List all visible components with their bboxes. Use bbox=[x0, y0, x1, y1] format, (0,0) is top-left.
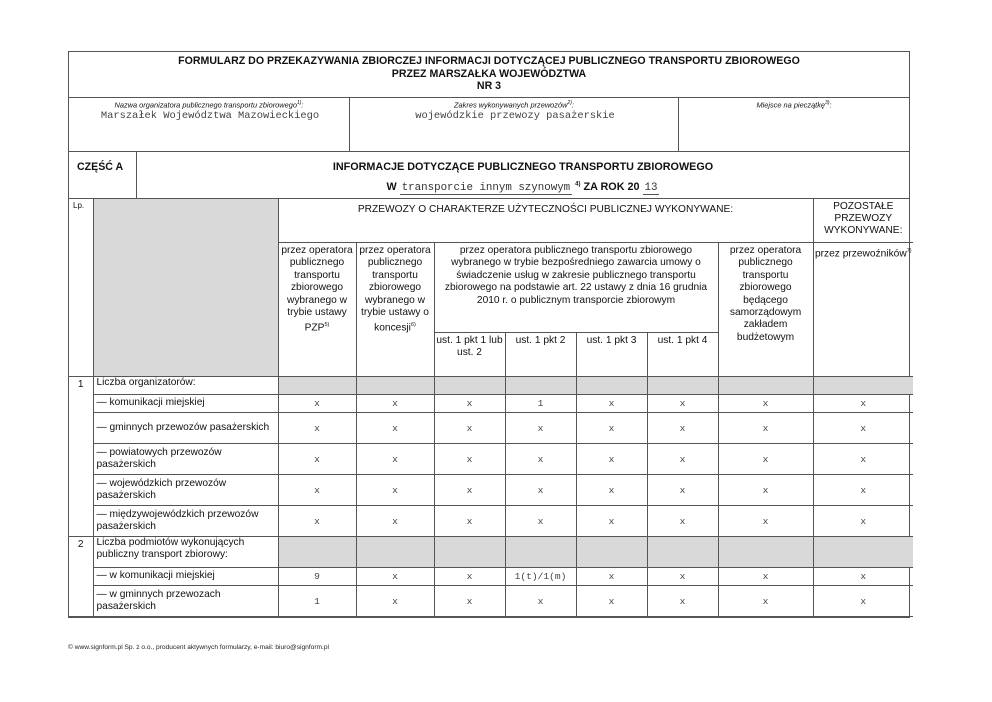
row-label: — powiatowych przewozów pasażerskich bbox=[93, 444, 278, 475]
shaded-cell bbox=[813, 377, 913, 395]
value-cell[interactable]: x bbox=[356, 475, 434, 506]
col-koncesji-header: przez operatora publicznego transportu zbiorowego wybranego w trybie ustawy o koncesji$^{6)}$ bbox=[356, 243, 434, 377]
shaded-cell bbox=[278, 377, 356, 395]
col-direct-header: przez operatora publicznego transportu zbiorowego wybranego w trybie bezpośredniego zawarcia umowy o świadczenie usług w zakresie publicznego transportu zbiorowego na podstawie art. 22 ustawy z dnia 16 grudnia 2010 r. o publicznym transporcie zbiorowym bbox=[434, 243, 718, 333]
group-public-header: PRZEWOZY O CHARAKTERZE UŻYTECZNOŚCI PUBLICZNEJ WYKONYWANE: bbox=[278, 199, 813, 243]
col-pzp-header: przez operatora publicznego transportu zbiorowego wybranego w trybie ustawy PZP$^{5)}$ bbox=[278, 243, 356, 377]
shaded-cell bbox=[576, 377, 647, 395]
value-cell[interactable]: 1 bbox=[278, 586, 356, 617]
value-cell[interactable]: x bbox=[576, 475, 647, 506]
value-cell[interactable]: x bbox=[647, 568, 718, 586]
value-cell[interactable]: x bbox=[813, 395, 913, 413]
value-cell[interactable]: x bbox=[647, 395, 718, 413]
row-label: — międzywojewódzkich przewozów pasażerskich bbox=[93, 506, 278, 537]
data-table bbox=[69, 199, 913, 618]
value-cell[interactable]: x bbox=[278, 506, 356, 537]
scope-label: Zakres wykonywanych przewozów$^{2)}$: bbox=[454, 99, 574, 109]
value-cell[interactable]: x bbox=[576, 413, 647, 444]
meta-row bbox=[69, 98, 909, 152]
value-cell[interactable]: x bbox=[356, 444, 434, 475]
value-cell[interactable]: x bbox=[505, 506, 576, 537]
shaded-cell bbox=[278, 537, 356, 568]
value-cell[interactable]: x bbox=[576, 586, 647, 617]
shaded-cell bbox=[576, 537, 647, 568]
value-cell[interactable]: x bbox=[505, 413, 576, 444]
part-a-label: CZĘŚĆ A bbox=[69, 152, 137, 198]
footer: © www.signform.pl Sp. z o.o., producent aktywnych formularzy, e-mail: biuro@signform.pl bbox=[68, 644, 329, 651]
value-cell[interactable]: x bbox=[434, 444, 505, 475]
value-cell[interactable]: x bbox=[576, 444, 647, 475]
value-cell[interactable]: x bbox=[434, 568, 505, 586]
shaded-cell bbox=[505, 377, 576, 395]
row-label: — gminnych przewozów pasażerskich bbox=[93, 413, 278, 444]
value-cell[interactable]: x bbox=[813, 444, 913, 475]
value-cell[interactable]: x bbox=[356, 413, 434, 444]
shaded-cell bbox=[356, 377, 434, 395]
stamp-label: Miejsce na pieczątkę$^{3)}$: bbox=[756, 99, 832, 109]
value-cell[interactable]: x bbox=[813, 506, 913, 537]
header-line2: PRZEZ MARSZAŁKA WOJEWÓDZTWA bbox=[391, 67, 587, 80]
col-carriers-header: przez przewoźników$^{7)}$ bbox=[813, 243, 913, 377]
value-cell[interactable]: x bbox=[434, 475, 505, 506]
form-header bbox=[69, 52, 909, 98]
value-cell[interactable]: x bbox=[278, 395, 356, 413]
value-cell[interactable]: 1 bbox=[505, 395, 576, 413]
section-title: Liczba podmiotów wykonujących publiczny transport zbiorowy: bbox=[93, 537, 278, 568]
label-header-shaded bbox=[93, 199, 278, 377]
part-a-header bbox=[69, 152, 909, 199]
value-cell[interactable]: 9 bbox=[278, 568, 356, 586]
sub-header-4: ust. 1 pkt 4 bbox=[647, 333, 718, 377]
value-cell[interactable]: x bbox=[356, 395, 434, 413]
header-line3: NR 3 bbox=[476, 80, 502, 92]
value-cell[interactable]: x bbox=[813, 475, 913, 506]
value-cell[interactable]: x bbox=[434, 586, 505, 617]
row-label: — komunikacji miejskiej bbox=[93, 395, 278, 413]
group-other-header: POZOSTAŁE PRZEWOZY WYKONYWANE: bbox=[813, 199, 913, 243]
shaded-cell bbox=[647, 377, 718, 395]
sub-header-1: ust. 1 pkt 1 lub ust. 2 bbox=[434, 333, 505, 377]
value-cell[interactable]: x bbox=[278, 475, 356, 506]
value-cell[interactable]: x bbox=[576, 395, 647, 413]
form bbox=[68, 51, 910, 618]
value-cell[interactable]: x bbox=[505, 586, 576, 617]
stamp-cell bbox=[679, 98, 909, 151]
value-cell[interactable]: x bbox=[813, 568, 913, 586]
transport-field[interactable]: transporcie innym szynowym bbox=[401, 181, 571, 194]
value-cell[interactable]: x bbox=[356, 506, 434, 537]
value-cell[interactable]: x bbox=[718, 395, 813, 413]
scope-field[interactable]: wojewódzkie przewozy pasażerskie bbox=[415, 109, 615, 122]
value-cell[interactable]: x bbox=[718, 413, 813, 444]
value-cell[interactable]: x bbox=[434, 413, 505, 444]
value-cell[interactable]: 1(t)/1(m) bbox=[505, 568, 576, 586]
shaded-cell bbox=[647, 537, 718, 568]
lp-header: Lp. bbox=[69, 199, 93, 377]
shaded-cell bbox=[356, 537, 434, 568]
organizer-field[interactable]: Marszałek Województwa Mazowieckiego bbox=[100, 109, 320, 122]
value-cell[interactable]: x bbox=[718, 444, 813, 475]
shaded-cell bbox=[505, 537, 576, 568]
row-label: — w gminnych przewozach pasażerskich bbox=[93, 586, 278, 617]
header-line1: FORMULARZ DO PRZEKAZYWANIA ZBIORCZEJ INFORMACJI DOTYCZĄCEJ PUBLICZNEGO TRANSPORTU ZBIOROWEGO bbox=[178, 55, 800, 67]
section-title: Liczba organizatorów: bbox=[93, 377, 278, 395]
value-cell[interactable]: x bbox=[718, 475, 813, 506]
shaded-cell bbox=[718, 537, 813, 568]
value-cell[interactable]: x bbox=[505, 444, 576, 475]
value-cell[interactable]: x bbox=[647, 413, 718, 444]
table-row bbox=[69, 568, 913, 586]
organizer-cell[interactable] bbox=[69, 98, 350, 151]
part-a-title: INFORMACJE DOTYCZĄCE PUBLICZNEGO TRANSPORTU ZBIOROWEGO bbox=[332, 160, 714, 173]
table-row bbox=[69, 475, 913, 506]
value-cell[interactable]: x bbox=[647, 506, 718, 537]
value-cell[interactable]: x bbox=[576, 568, 647, 586]
table-row bbox=[69, 413, 913, 444]
value-cell[interactable]: x bbox=[278, 413, 356, 444]
value-cell[interactable]: x bbox=[718, 568, 813, 586]
value-cell[interactable]: x bbox=[505, 475, 576, 506]
year-field[interactable]: 13 bbox=[644, 181, 658, 194]
shaded-cell bbox=[813, 537, 913, 568]
section-number: 1 bbox=[69, 377, 93, 537]
value-cell[interactable]: x bbox=[434, 395, 505, 413]
shaded-cell bbox=[434, 537, 505, 568]
table-row bbox=[69, 586, 913, 617]
value-cell[interactable]: x bbox=[813, 586, 913, 617]
value-cell[interactable]: x bbox=[647, 444, 718, 475]
value-cell[interactable]: x bbox=[434, 506, 505, 537]
row-label: — wojewódzkich przewozów pasażerskich bbox=[93, 475, 278, 506]
table-row bbox=[69, 506, 913, 537]
sub-header-3: ust. 1 pkt 3 bbox=[576, 333, 647, 377]
shaded-cell bbox=[718, 377, 813, 395]
shaded-cell bbox=[434, 377, 505, 395]
scope-cell[interactable] bbox=[350, 98, 679, 151]
value-cell[interactable]: x bbox=[576, 506, 647, 537]
table-row bbox=[69, 395, 913, 413]
value-cell[interactable]: x bbox=[647, 586, 718, 617]
section-number: 2 bbox=[69, 537, 93, 617]
col-budget-header: przez operatora publicznego transportu zbiorowego będącego samorządowym zakładem budżetowym bbox=[718, 243, 813, 377]
value-cell[interactable]: x bbox=[813, 413, 913, 444]
part-a-title-block bbox=[137, 152, 909, 198]
value-cell[interactable]: x bbox=[718, 586, 813, 617]
row-label: — w komunikacji miejskiej bbox=[93, 568, 278, 586]
value-cell[interactable]: x bbox=[718, 506, 813, 537]
value-cell[interactable]: x bbox=[356, 586, 434, 617]
part-a-transport-line: W transporcie innym szynowym $^{4)}$ ZA ROK 20 13 bbox=[386, 180, 658, 194]
table-row bbox=[69, 444, 913, 475]
value-cell[interactable]: x bbox=[647, 475, 718, 506]
sub-header-2: ust. 1 pkt 2 bbox=[505, 333, 576, 377]
value-cell[interactable]: x bbox=[278, 444, 356, 475]
organizer-label: Nazwa organizatora publicznego transportu zbiorowego$^{1)}$: bbox=[114, 99, 304, 109]
value-cell[interactable]: x bbox=[356, 568, 434, 586]
